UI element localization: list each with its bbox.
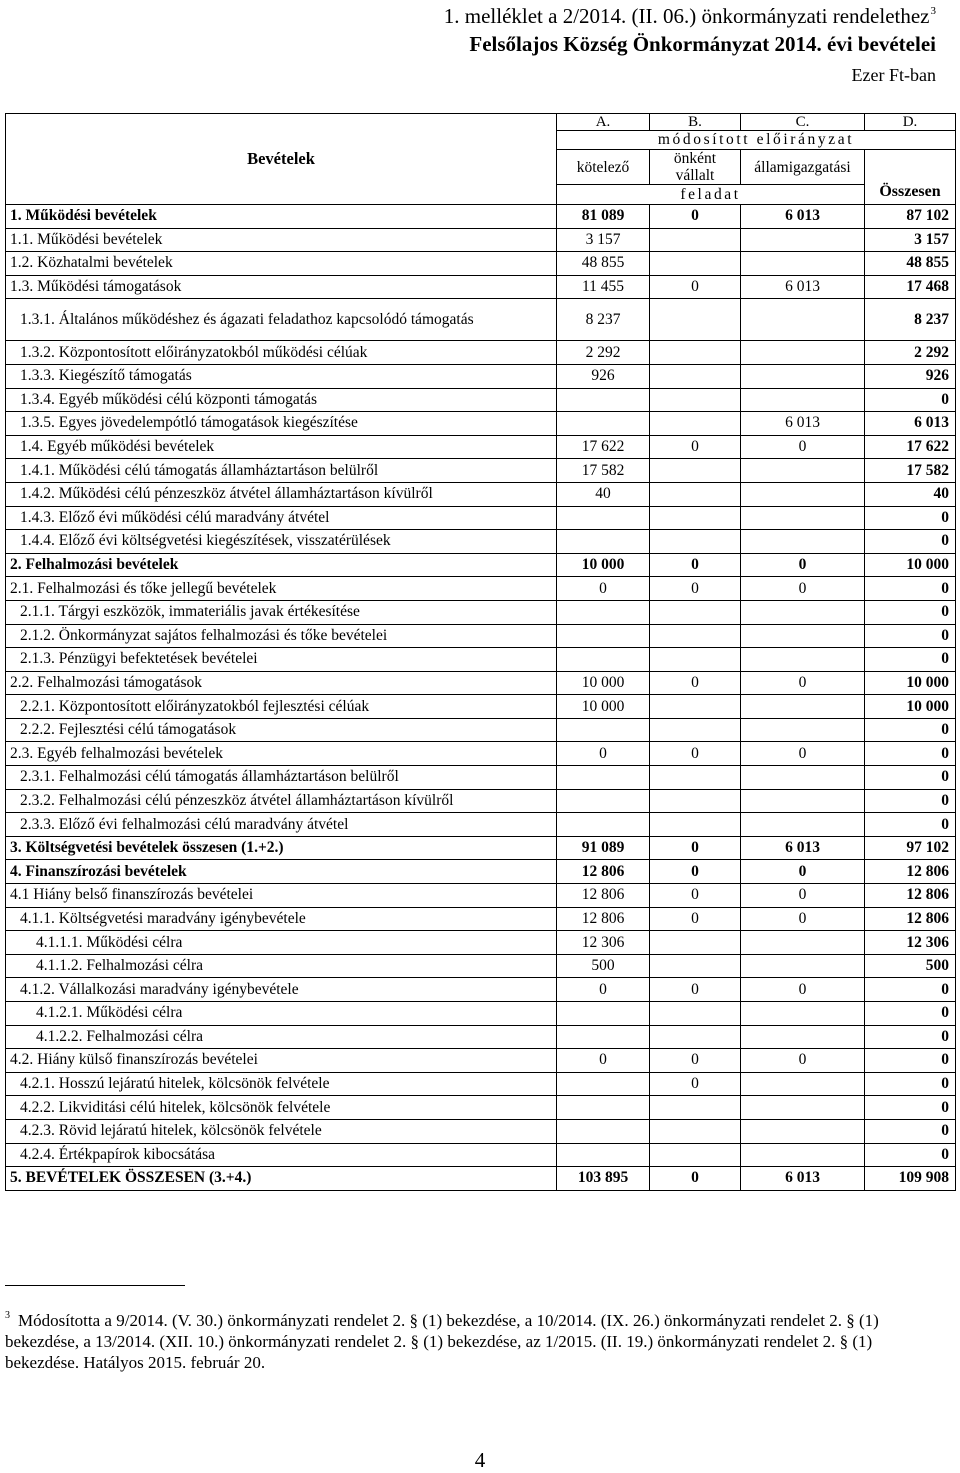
cell-mandatory [557,600,650,624]
cell-voluntary [650,648,741,672]
cell-total: 12 806 [865,907,956,931]
table-row [6,860,956,884]
cell-total: 12 306 [865,931,956,955]
table-row [6,766,956,790]
row-label: 5. BEVÉTELEK ÖSSZESEN (3.+4.) [6,1167,557,1191]
cell-state-admin [741,252,865,276]
cell-voluntary: 0 [650,1167,741,1191]
row-label: 1.4.2. Működési célú pénzeszköz átvétel államháztartáson kívülről [6,482,557,506]
cell-mandatory [557,718,650,742]
table-row [6,624,956,648]
row-label: 2.3.2. Felhalmozási célú pénzeszköz átvétel államháztartáson kívülről [6,789,557,813]
cell-mandatory: 12 806 [557,907,650,931]
table-row [6,577,956,601]
cell-state-admin [741,506,865,530]
cell-voluntary [650,506,741,530]
cell-state-admin [741,1072,865,1096]
cell-total: 10 000 [865,553,956,577]
cell-total: 0 [865,506,956,530]
cell-total: 17 582 [865,459,956,483]
cell-mandatory: 2 292 [557,341,650,365]
cell-state-admin [741,1096,865,1120]
table-row [6,412,956,436]
table-row [6,954,956,978]
cell-total: 3 157 [865,228,956,252]
cell-state-admin [741,813,865,837]
cell-total: 0 [865,577,956,601]
cell-state-admin [741,530,865,554]
row-label: 3. Költségvetési bevételek összesen (1.+2.) [6,836,557,860]
table-row [6,836,956,860]
document-title: Felsőlajos Község Önkormányzat 2014. évi bevételei [469,32,936,56]
cell-mandatory [557,789,650,813]
cell-mandatory [557,624,650,648]
cell-total: 17 468 [865,275,956,299]
cell-mandatory: 48 855 [557,252,650,276]
cell-voluntary: 0 [650,1049,741,1073]
cell-state-admin [741,695,865,719]
cell-state-admin [741,648,865,672]
cell-state-admin: 0 [741,907,865,931]
row-label: 2. Felhalmozási bevételek [6,553,557,577]
cell-voluntary: 0 [650,577,741,601]
cell-state-admin [741,789,865,813]
cell-total: 0 [865,766,956,790]
cell-total: 10 000 [865,695,956,719]
cell-voluntary [650,459,741,483]
row-label: 2.1. Felhalmozási és tőke jellegű bevételek [6,577,557,601]
cell-voluntary [650,600,741,624]
cell-voluntary [650,388,741,412]
cell-total: 8 237 [865,299,956,341]
cell-state-admin [741,600,865,624]
row-label: 2.2. Felhalmozási támogatások [6,671,557,695]
cell-total: 10 000 [865,671,956,695]
row-label: 2.2.1. Központosított előirányzatokból fejlesztési célúak [6,695,557,719]
cell-mandatory [557,530,650,554]
table-row [6,1167,956,1191]
footnote-divider [5,1285,185,1286]
cell-voluntary: 0 [650,836,741,860]
column-letter-b: B. [650,114,741,131]
cell-voluntary [650,412,741,436]
row-label: 1.3.1. Általános működéshez és ágazati feladathoz kapcsolódó támogatás [6,299,557,341]
cell-mandatory [557,1143,650,1167]
table-row [6,252,956,276]
table-row [6,695,956,719]
row-label: 2.3.1. Felhalmozási célú támogatás államháztartáson belülről [6,766,557,790]
cell-mandatory: 3 157 [557,228,650,252]
table-row [6,1049,956,1073]
cell-voluntary [650,624,741,648]
row-label: 4.1.2. Vállalkozási maradvány igénybevétele [6,978,557,1002]
cell-voluntary [650,931,741,955]
table-row [6,742,956,766]
column-header-state-admin: államigazgatási [741,150,865,185]
footnote-mark: 3 [5,1310,10,1321]
cell-total: 0 [865,718,956,742]
row-label: 2.3.3. Előző évi felhalmozási célú maradvány átvétel [6,813,557,837]
column-header-task: feladat [557,185,865,205]
table-row [6,1002,956,1026]
column-letter-a: A. [557,114,650,131]
cell-total: 500 [865,954,956,978]
cell-total: 97 102 [865,836,956,860]
revenue-table [5,113,956,1191]
row-label: 2.1.3. Pénzügyi befektetések bevételei [6,648,557,672]
table-row [6,364,956,388]
cell-total: 0 [865,530,956,554]
cell-mandatory: 40 [557,482,650,506]
cell-total: 17 622 [865,435,956,459]
cell-total: 40 [865,482,956,506]
table-row [6,341,956,365]
row-label: 1.4.3. Előző évi működési célú maradvány átvétel [6,506,557,530]
cell-state-admin [741,388,865,412]
cell-total: 6 013 [865,412,956,436]
cell-mandatory: 12 806 [557,860,650,884]
cell-mandatory: 10 000 [557,553,650,577]
cell-total: 2 292 [865,341,956,365]
cell-mandatory [557,1002,650,1026]
cell-voluntary [650,695,741,719]
cell-total: 926 [865,364,956,388]
table-row [6,506,956,530]
cell-state-admin [741,1143,865,1167]
table-row [6,813,956,837]
cell-voluntary [650,228,741,252]
table-row [6,228,956,252]
cell-state-admin [741,1119,865,1143]
cell-voluntary: 0 [650,907,741,931]
cell-state-admin [741,299,865,341]
row-label: 4.1.2.2. Felhalmozási célra [6,1025,557,1049]
cell-total: 12 806 [865,860,956,884]
cell-voluntary: 0 [650,860,741,884]
cell-state-admin: 0 [741,435,865,459]
cell-state-admin [741,228,865,252]
table-row [6,275,956,299]
table-row [6,1119,956,1143]
row-label: 1.4.4. Előző évi költségvetési kiegészítések, visszatérülések [6,530,557,554]
cell-mandatory: 17 582 [557,459,650,483]
cell-total: 109 908 [865,1167,956,1191]
cell-state-admin [741,459,865,483]
table-row [6,648,956,672]
table-row [6,718,956,742]
cell-total: 0 [865,600,956,624]
cell-mandatory [557,766,650,790]
cell-total: 12 806 [865,884,956,908]
cell-state-admin [741,624,865,648]
cell-total: 0 [865,813,956,837]
cell-state-admin: 0 [741,742,865,766]
cell-voluntary: 0 [650,553,741,577]
cell-mandatory [557,1096,650,1120]
row-label: 4.2.2. Likviditási célú hitelek, kölcsönök felvétele [6,1096,557,1120]
cell-state-admin: 0 [741,577,865,601]
cell-voluntary [650,482,741,506]
table-row [6,459,956,483]
row-label: 4.1.1.2. Felhalmozási célra [6,954,557,978]
cell-mandatory [557,648,650,672]
table-row [6,600,956,624]
row-label: 4.1 Hiány belső finanszírozás bevételei [6,884,557,908]
page-number: 4 [474,1448,486,1472]
cell-state-admin [741,1002,865,1026]
cell-mandatory: 10 000 [557,671,650,695]
row-label: 2.2.2. Fejlesztési célú támogatások [6,718,557,742]
table-row [6,205,956,229]
cell-total: 0 [865,789,956,813]
cell-state-admin: 0 [741,884,865,908]
row-label: 4.2. Hiány külső finanszírozás bevételei [6,1049,557,1073]
table-row [6,553,956,577]
cell-voluntary [650,1119,741,1143]
table-row [6,1096,956,1120]
cell-state-admin: 6 013 [741,205,865,229]
cell-mandatory: 91 089 [557,836,650,860]
cell-state-admin: 0 [741,860,865,884]
cell-voluntary [650,341,741,365]
column-header-revenues: Bevételek [6,114,557,205]
row-label: 1.3.4. Egyéb működési célú központi támogatás [6,388,557,412]
table-row [6,1025,956,1049]
row-label: 4.1.1.1. Működési célra [6,931,557,955]
cell-voluntary [650,718,741,742]
row-label: 4. Finanszírozási bevételek [6,860,557,884]
cell-total: 0 [865,624,956,648]
cell-mandatory: 103 895 [557,1167,650,1191]
cell-voluntary: 0 [650,978,741,1002]
cell-mandatory: 500 [557,954,650,978]
revenue-rows [6,205,956,1191]
cell-total: 48 855 [865,252,956,276]
footnote-reference: 3 [930,5,936,17]
cell-state-admin: 0 [741,1049,865,1073]
cell-total: 0 [865,1072,956,1096]
cell-mandatory: 17 622 [557,435,650,459]
cell-total: 0 [865,648,956,672]
unit-label: Ezer Ft-ban [851,65,936,85]
cell-state-admin [741,718,865,742]
cell-state-admin [741,482,865,506]
cell-voluntary [650,789,741,813]
cell-state-admin [741,954,865,978]
cell-state-admin: 6 013 [741,412,865,436]
row-label: 2.1.1. Tárgyi eszközök, immateriális javak értékesítése [6,600,557,624]
row-label: 4.1.1. Költségvetési maradvány igénybevétele [6,907,557,931]
cell-state-admin: 6 013 [741,836,865,860]
table-row [6,1072,956,1096]
cell-mandatory: 926 [557,364,650,388]
cell-state-admin: 6 013 [741,1167,865,1191]
cell-mandatory [557,1072,650,1096]
cell-total: 0 [865,742,956,766]
footnote [5,1310,925,1373]
document-heading [36,2,936,90]
cell-total: 0 [865,1143,956,1167]
table-row [6,671,956,695]
table-row [6,789,956,813]
cell-state-admin [741,931,865,955]
cell-mandatory: 12 306 [557,931,650,955]
cell-mandatory: 11 455 [557,275,650,299]
cell-voluntary [650,299,741,341]
cell-voluntary: 0 [650,884,741,908]
cell-voluntary [650,252,741,276]
cell-voluntary: 0 [650,742,741,766]
cell-state-admin: 0 [741,553,865,577]
table-row [6,388,956,412]
column-letter-c: C. [741,114,865,131]
cell-voluntary: 0 [650,435,741,459]
cell-mandatory: 0 [557,742,650,766]
cell-voluntary [650,1025,741,1049]
row-label: 4.2.3. Rövid lejáratú hitelek, kölcsönök felvétele [6,1119,557,1143]
cell-voluntary [650,1002,741,1026]
row-label: 1.3.5. Egyes jövedelempótló támogatások kiegészítése [6,412,557,436]
cell-voluntary: 0 [650,275,741,299]
cell-voluntary [650,364,741,388]
column-letter-d: D. [865,114,956,131]
table-row [6,482,956,506]
table-row [6,435,956,459]
cell-mandatory [557,412,650,436]
cell-total: 0 [865,1049,956,1073]
row-label: 1.4.1. Működési célú támogatás államháztartáson belülről [6,459,557,483]
table-row [6,1143,956,1167]
cell-voluntary [650,766,741,790]
row-label: 2.3. Egyéb felhalmozási bevételek [6,742,557,766]
table-row [6,299,956,341]
cell-mandatory [557,1025,650,1049]
cell-mandatory: 10 000 [557,695,650,719]
row-label: 1.3.3. Kiegészítő támogatás [6,364,557,388]
cell-voluntary: 0 [650,205,741,229]
column-header-modified-appropriation: módosított előirányzat [557,131,956,150]
cell-total: 0 [865,1119,956,1143]
cell-mandatory: 8 237 [557,299,650,341]
cell-voluntary: 0 [650,1072,741,1096]
table-row [6,907,956,931]
cell-total: 0 [865,1096,956,1120]
cell-mandatory: 12 806 [557,884,650,908]
cell-state-admin [741,1025,865,1049]
row-label: 4.2.4. Értékpapírok kibocsátása [6,1143,557,1167]
cell-mandatory: 81 089 [557,205,650,229]
cell-mandatory: 0 [557,577,650,601]
cell-state-admin: 0 [741,671,865,695]
cell-state-admin [741,341,865,365]
annex-title: 1. melléklet a 2/2014. (II. 06.) önkormányzati rendelethez$^3$ [443,4,936,28]
column-header-mandatory: kötelező [557,150,650,185]
column-header-voluntary: önként vállalt [650,150,741,185]
cell-voluntary: 0 [650,671,741,695]
cell-mandatory [557,1119,650,1143]
row-label: 1.2. Közhatalmi bevételek [6,252,557,276]
cell-total: 0 [865,1002,956,1026]
row-label: 1.3.2. Központosított előirányzatokból működési célúak [6,341,557,365]
table-row [6,978,956,1002]
column-header-total: Összesen [865,150,956,205]
cell-mandatory: 0 [557,1049,650,1073]
cell-state-admin [741,364,865,388]
cell-mandatory [557,813,650,837]
cell-total: 0 [865,1025,956,1049]
cell-total: 0 [865,388,956,412]
cell-voluntary [650,1096,741,1120]
table-row [6,931,956,955]
footnote-text: Módosította a 9/2014. (V. 30.) önkormányzati rendelet 2. § (1) bekezdése, a 10/2014. (IX. 26.) önkormányzati rendelet 2. § (1) bekezdése, a 13/2014. (XII. 10.) önkormányzati rendelet 2. § (1) bekezdése, az 1/2015. (II. 19.) önkormányzati rendelet 2. § (1) bekezdése. Hatályos 2015. február 20. [5,1311,879,1372]
cell-voluntary [650,813,741,837]
row-label: 2.1.2. Önkormányzat sajátos felhalmozási és tőke bevételei [6,624,557,648]
row-label: 1.4. Egyéb működési bevételek [6,435,557,459]
cell-total: 0 [865,978,956,1002]
cell-voluntary [650,1143,741,1167]
table-row [6,530,956,554]
cell-total: 87 102 [865,205,956,229]
cell-state-admin [741,766,865,790]
cell-voluntary [650,954,741,978]
cell-voluntary [650,530,741,554]
cell-state-admin: 6 013 [741,275,865,299]
row-label: 1.1. Működési bevételek [6,228,557,252]
cell-state-admin: 0 [741,978,865,1002]
table-row [6,884,956,908]
cell-mandatory [557,388,650,412]
row-label: 4.2.1. Hosszú lejáratú hitelek, kölcsönök felvétele [6,1072,557,1096]
row-label: 1.3. Működési támogatások [6,275,557,299]
row-label: 1. Működési bevételek [6,205,557,229]
row-label: 4.1.2.1. Működési célra [6,1002,557,1026]
cell-mandatory [557,506,650,530]
cell-mandatory: 0 [557,978,650,1002]
column-letter-row [6,114,956,131]
